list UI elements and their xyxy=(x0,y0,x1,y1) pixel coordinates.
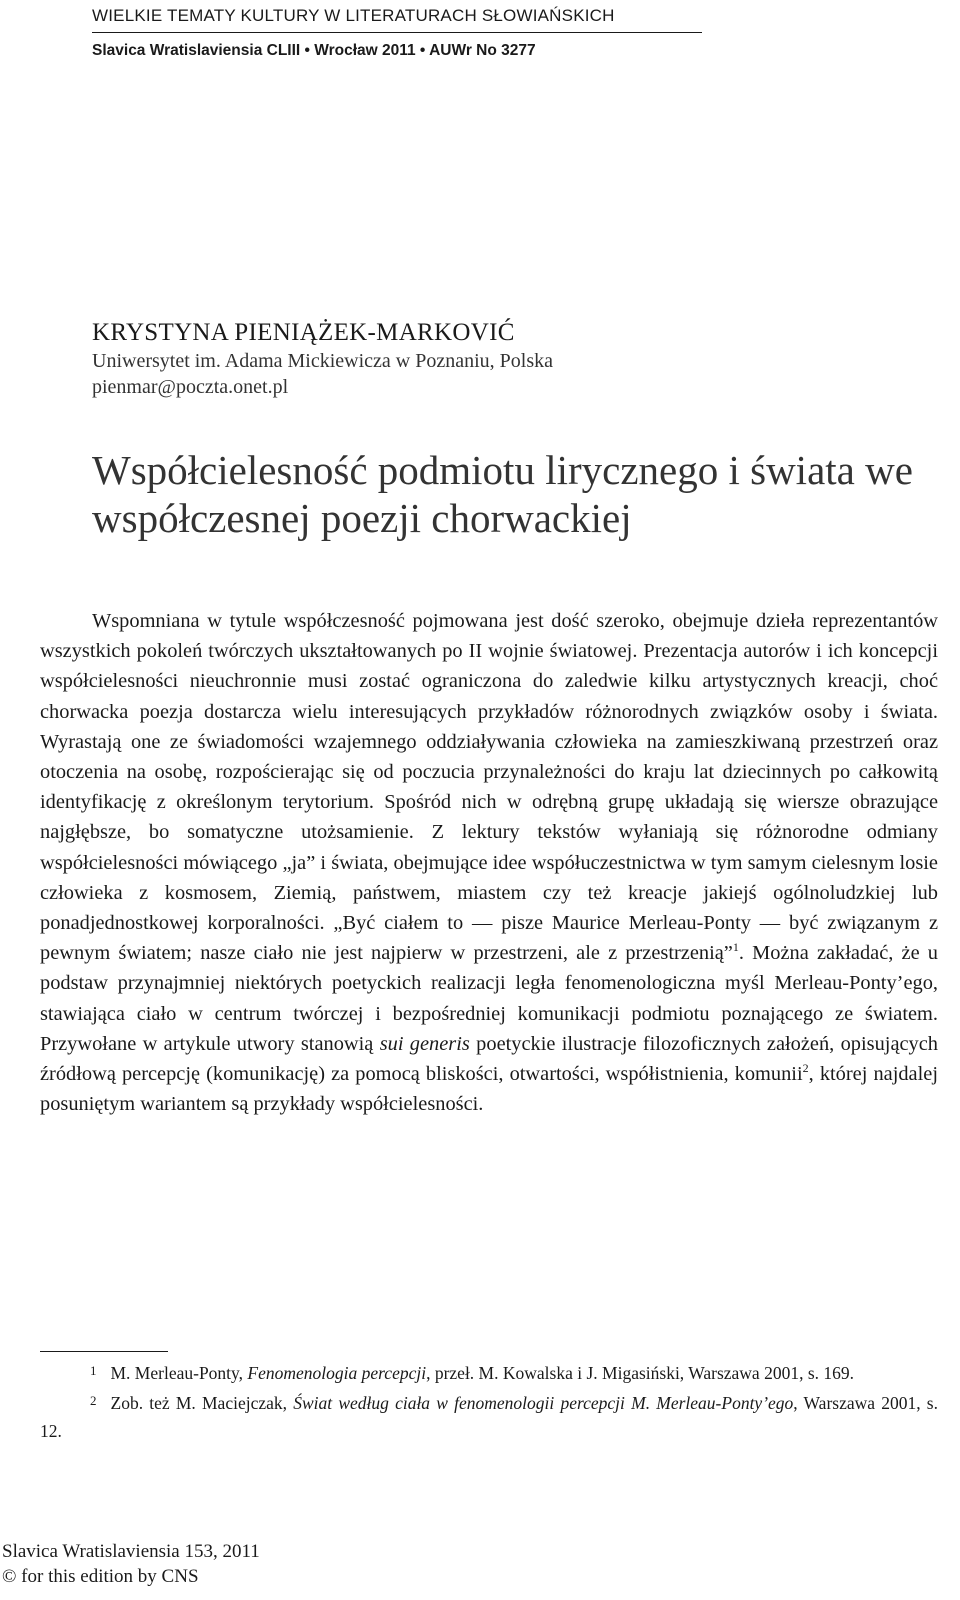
author-email: pienmar@poczta.onet.pl xyxy=(92,376,289,398)
article-title: Współcielesność podmiotu lirycznego i świata we współczesnej poezji chorwackiej xyxy=(92,447,913,541)
footnote-number: 2 xyxy=(90,1393,97,1408)
footer-citation: Slavica Wratislaviensia 153, 2011 xyxy=(2,1541,260,1562)
author-name: KRYSTYNA PIENIĄŻEK-MARKOVIĆ xyxy=(92,319,515,346)
paragraph-text-1: Wspomniana w tytule współczesność pojmowana jest dość szeroko, obejmuje dzieła reprezentantów wszystkich pokoleń twórczych ukształtowanych po II wojnie światowej. Prezentacja autorów i ich koncepcji współcielesności nieuchronnie musi zostać ograniczona do zaledwie kilku artystycznych kreacji, choć chorwacka poezja dostarcza wielu interesujących przykładów różnorodnych związków osoby i świata. Wyrastają one ze świadomości wzajemnego oddziaływania człowieka na zamieszkiwaną przestrzeń oraz otoczenia na osobę, rozpościerając się od poczucia przynależności do kraju lat dziecinnych po całkowitą identyfikację z określonym terytorium. Spośród nich w odrębną grupę układają się wiersze obrazujące najgłębsze, bo somatyczne utożsamienie. Z lektury tekstów wyłaniają się różnorodne odmiany współcielesności mówiącego „ja” i świata, obejmujące idee współuczestnictwa w tym samym cielesnym losie człowieka z kosmosem, Ziemią, państwem, miastem czy też kreacje jakiejś ogólnoludzkiej lub ponadjednostkowej korporalności. „Być ciałem to — pisze Maurice Merleau-Ponty — być związanym z pewnym światem; nasze ciało nie jest najpierw w przestrzeni, ale z przestrzenią” xyxy=(40,610,938,965)
italic-term: sui generis xyxy=(379,1032,470,1055)
footnote-text: , przeł. M. Kowalska i J. Migasiński, Warszawa 2001, s. 169. xyxy=(426,1363,855,1383)
footnote-ref-2: 2 xyxy=(802,1061,809,1076)
body-paragraph xyxy=(40,606,938,1119)
footnote-number: 1 xyxy=(90,1363,97,1378)
page-footer xyxy=(2,1539,260,1589)
footnote-italic-title: Świat według ciała w fenomenologii percepcji M. Merleau-Ponty’ego xyxy=(293,1393,794,1413)
series-title: WIELKIE TEMATY KULTURY W LITERATURACH SŁOWIAŃSKICH xyxy=(92,0,702,33)
paragraph-text-2: . Można zakładać, że u podstaw przynajmniej niektórych poetyckich realizacji legła fenomenologiczna myśl Merleau-Ponty’ego, stawiająca ciało w centrum twórczej i bezpośredniej komunikacji podmiotu poznającego ze światem. Przywołane w artykule utwory stanowią xyxy=(40,942,938,1055)
footnote-2 xyxy=(40,1387,938,1445)
footnote-text: M. Merleau-Ponty, xyxy=(110,1363,248,1383)
footnote-italic-title: Fenomenologia percepcji xyxy=(247,1363,427,1383)
article-body xyxy=(40,606,938,1119)
footnotes xyxy=(40,1357,938,1445)
footnote-ref-1: 1 xyxy=(732,940,739,955)
footnote-1 xyxy=(40,1357,938,1387)
footnote-divider xyxy=(40,1351,168,1352)
footnote-text: , Warszawa 2001, s. 12. xyxy=(40,1393,938,1441)
author-affiliation: Uniwersytet im. Adama Mickiewicza w Poznaniu, Polska xyxy=(92,350,554,372)
paragraph-text-4: , której najdalej posuniętym wariantem są przykłady współcielesności. xyxy=(40,1063,938,1116)
paragraph-text-3: poetyckie ilustracje filozoficznych założeń, opisujących źródłową percepcję (komunikację) za pomocą bliskości, otwartości, współistnienia, komunii xyxy=(40,1032,938,1086)
running-header xyxy=(92,0,702,61)
footnote-text: Zob. też M. Maciejczak, xyxy=(110,1393,294,1413)
journal-line: Slavica Wratislaviensia CLIII • Wrocław 2011 • AUWr No 3277 xyxy=(92,42,536,59)
footer-copyright: © for this edition by CNS xyxy=(2,1566,199,1587)
author-block xyxy=(92,318,553,400)
